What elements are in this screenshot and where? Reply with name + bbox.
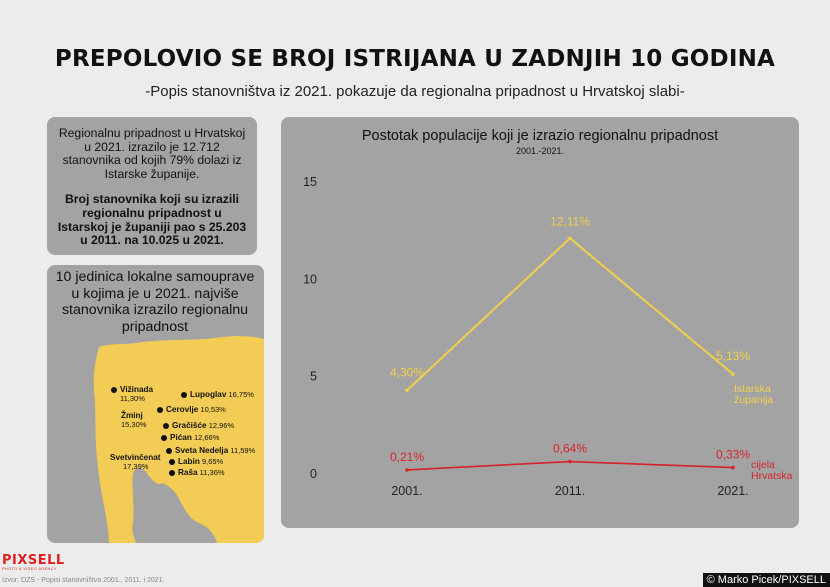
legend-label-line2: županija (734, 394, 774, 406)
series-line (407, 238, 733, 390)
chart-subtitle: 2001.-2021. (515, 146, 565, 156)
town-labin (169, 457, 223, 466)
chart-panel (281, 117, 799, 528)
y-tick-label: 0 (310, 467, 317, 481)
legend-label-line1: cijela (751, 459, 775, 471)
town-marker-icon (111, 387, 117, 393)
town-name: Svetvinčenat (110, 453, 161, 462)
town-name: Labin (178, 457, 200, 466)
town-value: 11,59% (230, 446, 256, 455)
x-tick-label: 2021. (717, 484, 749, 498)
legend-label-line1: Istarska (734, 383, 771, 395)
town-zminj (121, 411, 146, 429)
y-tick-label: 5 (310, 369, 317, 384)
town-svetvincenat (110, 453, 161, 471)
town-marker-icon (157, 407, 163, 413)
logo-tagline: PHOTO & VIDEO AGENCY (2, 567, 57, 571)
town-name: Gračišće (172, 421, 207, 430)
town-rasa (169, 468, 225, 477)
data-label: 0,33% (715, 447, 751, 462)
town-name: Lupoglav (190, 390, 227, 399)
y-tick-label: 15 (303, 175, 317, 189)
town-marker-icon (169, 470, 175, 476)
town-lupoglav (181, 390, 254, 399)
town-value: 11,36% (199, 468, 225, 477)
data-point (731, 372, 735, 376)
town-value: 12,96% (208, 421, 235, 430)
town-value: 15,30% (121, 420, 147, 429)
x-tick-label: 2001. (391, 484, 423, 498)
info-highlight: Broj stanovnika koji su izrazili regionalnu pripadnost u Istarskoj je županiji pao s 25.203 u 2011. na 10.025 u 2021. (57, 192, 247, 248)
town-pican (161, 433, 219, 442)
logo-wordmark: PIXSELL (2, 553, 65, 568)
source-note: Izvor: DZS - Popisi stanovništva 2001., 2011. i 2021. (2, 577, 165, 584)
town-marker-icon (166, 448, 172, 454)
town-value: 11,30% (120, 394, 145, 403)
town-marker-icon (161, 435, 167, 441)
legend-label-line2: Hrvatska (751, 470, 793, 482)
x-tick-label: 2011. (554, 484, 586, 498)
town-vizinada (111, 385, 153, 403)
photo-credit: © Marko Picek/PIXSELL (703, 573, 830, 587)
page-subtitle: -Popis stanovništva iz 2021. pokazuje da regionalna pripadnost u Hrvatskoj slabi- (145, 83, 685, 100)
data-label: 5,13% (715, 349, 751, 364)
data-point (568, 460, 572, 464)
town-name: Sveta Nedelja (175, 446, 229, 455)
town-value: 9,65% (201, 457, 224, 466)
town-value: 10,53% (200, 405, 226, 414)
town-gracisce (163, 421, 234, 430)
info-paragraph: Regionalnu pripadnost u Hrvatskoj u 2021. izrazilo je 12.712 stanovnika od kojih 79% dolazi iz Istarske županije. (58, 126, 246, 181)
map-title: 10 jedinica lokalne samouprave u kojima je u 2021. najviše stanovnika izrazilo regionalnu pripadnost (55, 269, 255, 335)
town-cerovlje (157, 405, 226, 414)
data-point (731, 466, 735, 470)
data-label: 4,30% (389, 365, 425, 380)
chart-title: Postotak populacije koji je izrazio regionalnu pripadnost (361, 128, 719, 144)
town-marker-icon (169, 459, 175, 465)
town-name: Pićan (170, 433, 192, 442)
town-marker-icon (181, 392, 187, 398)
town-sveta-nedelja (166, 446, 255, 455)
info-panel (47, 117, 257, 255)
data-point (568, 236, 572, 240)
town-value: 12,66% (193, 433, 220, 442)
town-name: Žminj (121, 411, 143, 420)
map-panel (47, 265, 264, 543)
y-tick-label: 10 (303, 272, 317, 287)
page-title: PREPOLOVIO SE BROJ ISTRIJANA U ZADNJIH 10 GODINA (54, 46, 776, 72)
data-label: 12,11% (550, 214, 590, 229)
data-label: 0,64% (552, 441, 588, 456)
data-label: 0,21% (389, 449, 425, 464)
pixsell-logo (2, 553, 65, 571)
town-value: 16,75% (228, 390, 254, 399)
town-value: 17,39% (123, 462, 149, 471)
town-name: Raša (178, 468, 198, 477)
town-name: Vižinada (120, 385, 154, 394)
istria-map (47, 265, 264, 543)
data-point (405, 388, 409, 392)
town-marker-icon (163, 423, 169, 429)
line-chart (281, 117, 799, 528)
town-name: Cerovlje (166, 405, 199, 414)
data-point (405, 468, 409, 472)
